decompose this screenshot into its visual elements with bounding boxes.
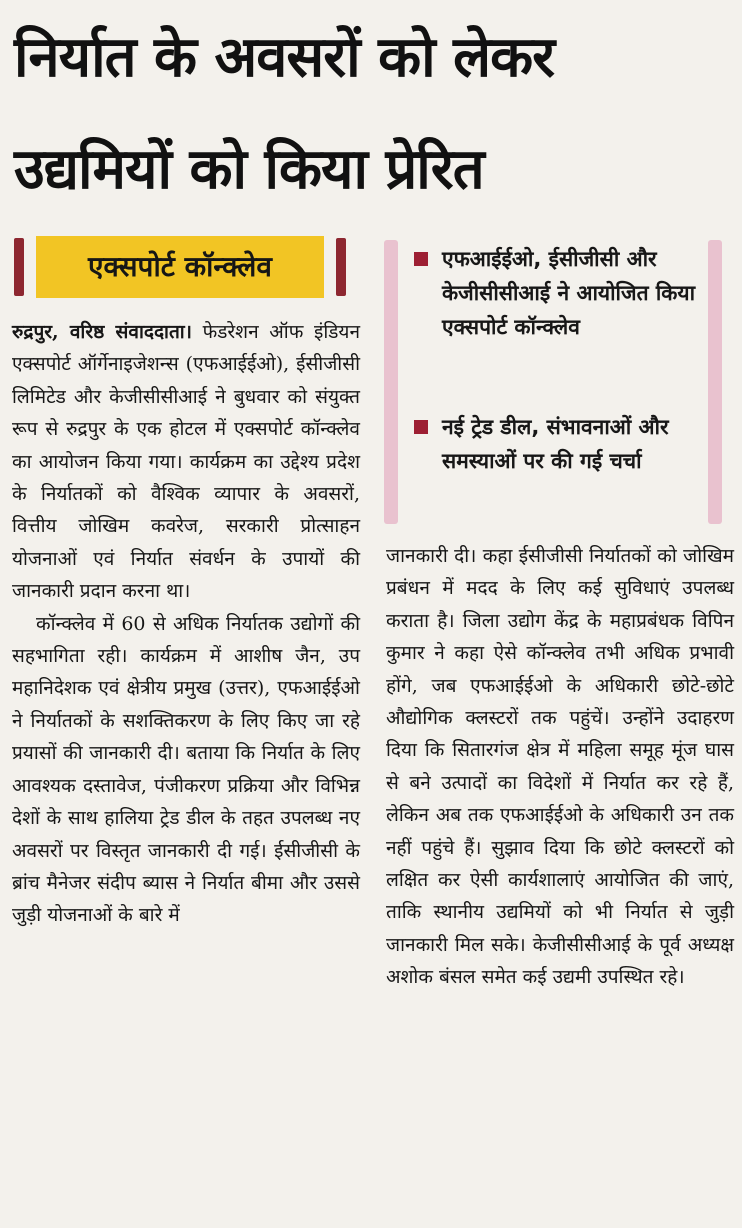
highlight-item bbox=[414, 242, 704, 344]
kicker-tag bbox=[14, 232, 346, 302]
kicker-right-bar bbox=[336, 238, 346, 296]
highlights-right-bar bbox=[708, 240, 722, 524]
article-paragraph-1-text: फेडरेशन ऑफ इंडियन एक्सपोर्ट ऑर्गेनाइजेशन्स (एफआईईओ), ईसीजीसी लिमिटेड और केजीसीसीआई ने बुधवार को संयुक्त रूप से रुद्रपुर के एक होटल में एक्सपोर्ट कॉन्क्लेव का आयोजन किया गया। कार्यक्रम का उद्देश्य प्रदेश के निर्यातकों को वैश्विक व्यापार के अवसरों, वित्तीय जोखिम कवरेज, सरकारी प्रोत्साहन योजनाओं एवं निर्यात संवर्धन के उपायों की जानकारी प्रदान करना था। bbox=[12, 321, 360, 603]
square-bullet-icon bbox=[414, 252, 428, 266]
headline bbox=[14, 2, 732, 226]
headline-line-2: उद्यमियों को किया प्रेरित bbox=[14, 137, 484, 202]
headline-line-1: निर्यात के अवसरों को लेकर bbox=[14, 25, 555, 90]
highlight-text: नई ट्रेड डील, संभावनाओं और समस्याओं पर की गई चर्चा bbox=[442, 415, 669, 473]
highlights-box bbox=[384, 234, 722, 530]
article-paragraph-3: जानकारी दी। कहा ईसीजीसी निर्यातकों को जोखिम प्रबंधन में मदद के लिए कई सुविधाएं उपलब्ध कराता है। जिला उद्योग केंद्र के महाप्रबंधक विपिन कुमार ने कहा ऐसे कॉन्क्लेव तभी अधिक प्रभावी होंगे, जब एफआईईओ के अधिकारी छोटे-छोटे औद्योगिक क्लस्टरों तक पहुंचें। उन्होंने उदाहरण दिया कि सितारगंज क्षेत्र में महिला समूह मूंज घास से बने उत्पादों का विदेशों में निर्यात कर रहे हैं, लेकिन अब तक एफआईईओ के अधिकारी उन तक नहीं पहुंचे हैं। सुझाव दिया कि छोटे क्लस्टरों को लक्षित कर ऐसी कार्यशालाएं आयोजित की जाएं, ताकि स्थानीय उद्यमियों को भी निर्यात से जुड़ी जानकारी मिल सके। केजीसीसीआई के पूर्व अध्यक्ष अशोक बंसल समेत कई उद्यमी उपस्थित रहे। bbox=[386, 545, 734, 989]
highlights-left-bar bbox=[384, 240, 398, 524]
dateline: रुद्रपुर, वरिष्ठ संवाददाता। bbox=[12, 321, 192, 343]
kicker-label: एक्सपोर्ट कॉन्क्लेव bbox=[36, 236, 324, 298]
square-bullet-icon bbox=[414, 420, 428, 434]
article-column-left bbox=[12, 316, 360, 932]
article-column-right bbox=[386, 540, 734, 994]
article-paragraph-2: कॉन्क्लेव में 60 से अधिक निर्यातक उद्योगों की सहभागिता रही। कार्यक्रम में आशीष जैन, उप महानिदेशक एवं क्षेत्रीय प्रमुख (उत्तर), एफआईईओ ने निर्यातकों के सशक्तिकरण के लिए किए जा रहे प्रयासों की जानकारी दी। बताया कि निर्यात के लिए आवश्यक दस्तावेज, पंजीकरण प्रक्रिया और विभिन्न देशों के साथ हालिया ट्रेड डील के तहत उपलब्ध नए अवसरों पर विस्तृत जानकारी दी गई। ईसीजीसी के ब्रांच मैनेजर संदीप ब्यास ने निर्यात बीमा और उससे जुड़ी योजनाओं के बारे में bbox=[12, 612, 360, 927]
highlight-item bbox=[414, 410, 704, 478]
article-paragraph-1 bbox=[12, 316, 360, 608]
highlight-text: एफआईईओ, ईसीजीसी और केजीसीसीआई ने आयोजित किया एक्सपोर्ट कॉन्क्लेव bbox=[442, 247, 696, 339]
kicker-left-bar bbox=[14, 238, 24, 296]
